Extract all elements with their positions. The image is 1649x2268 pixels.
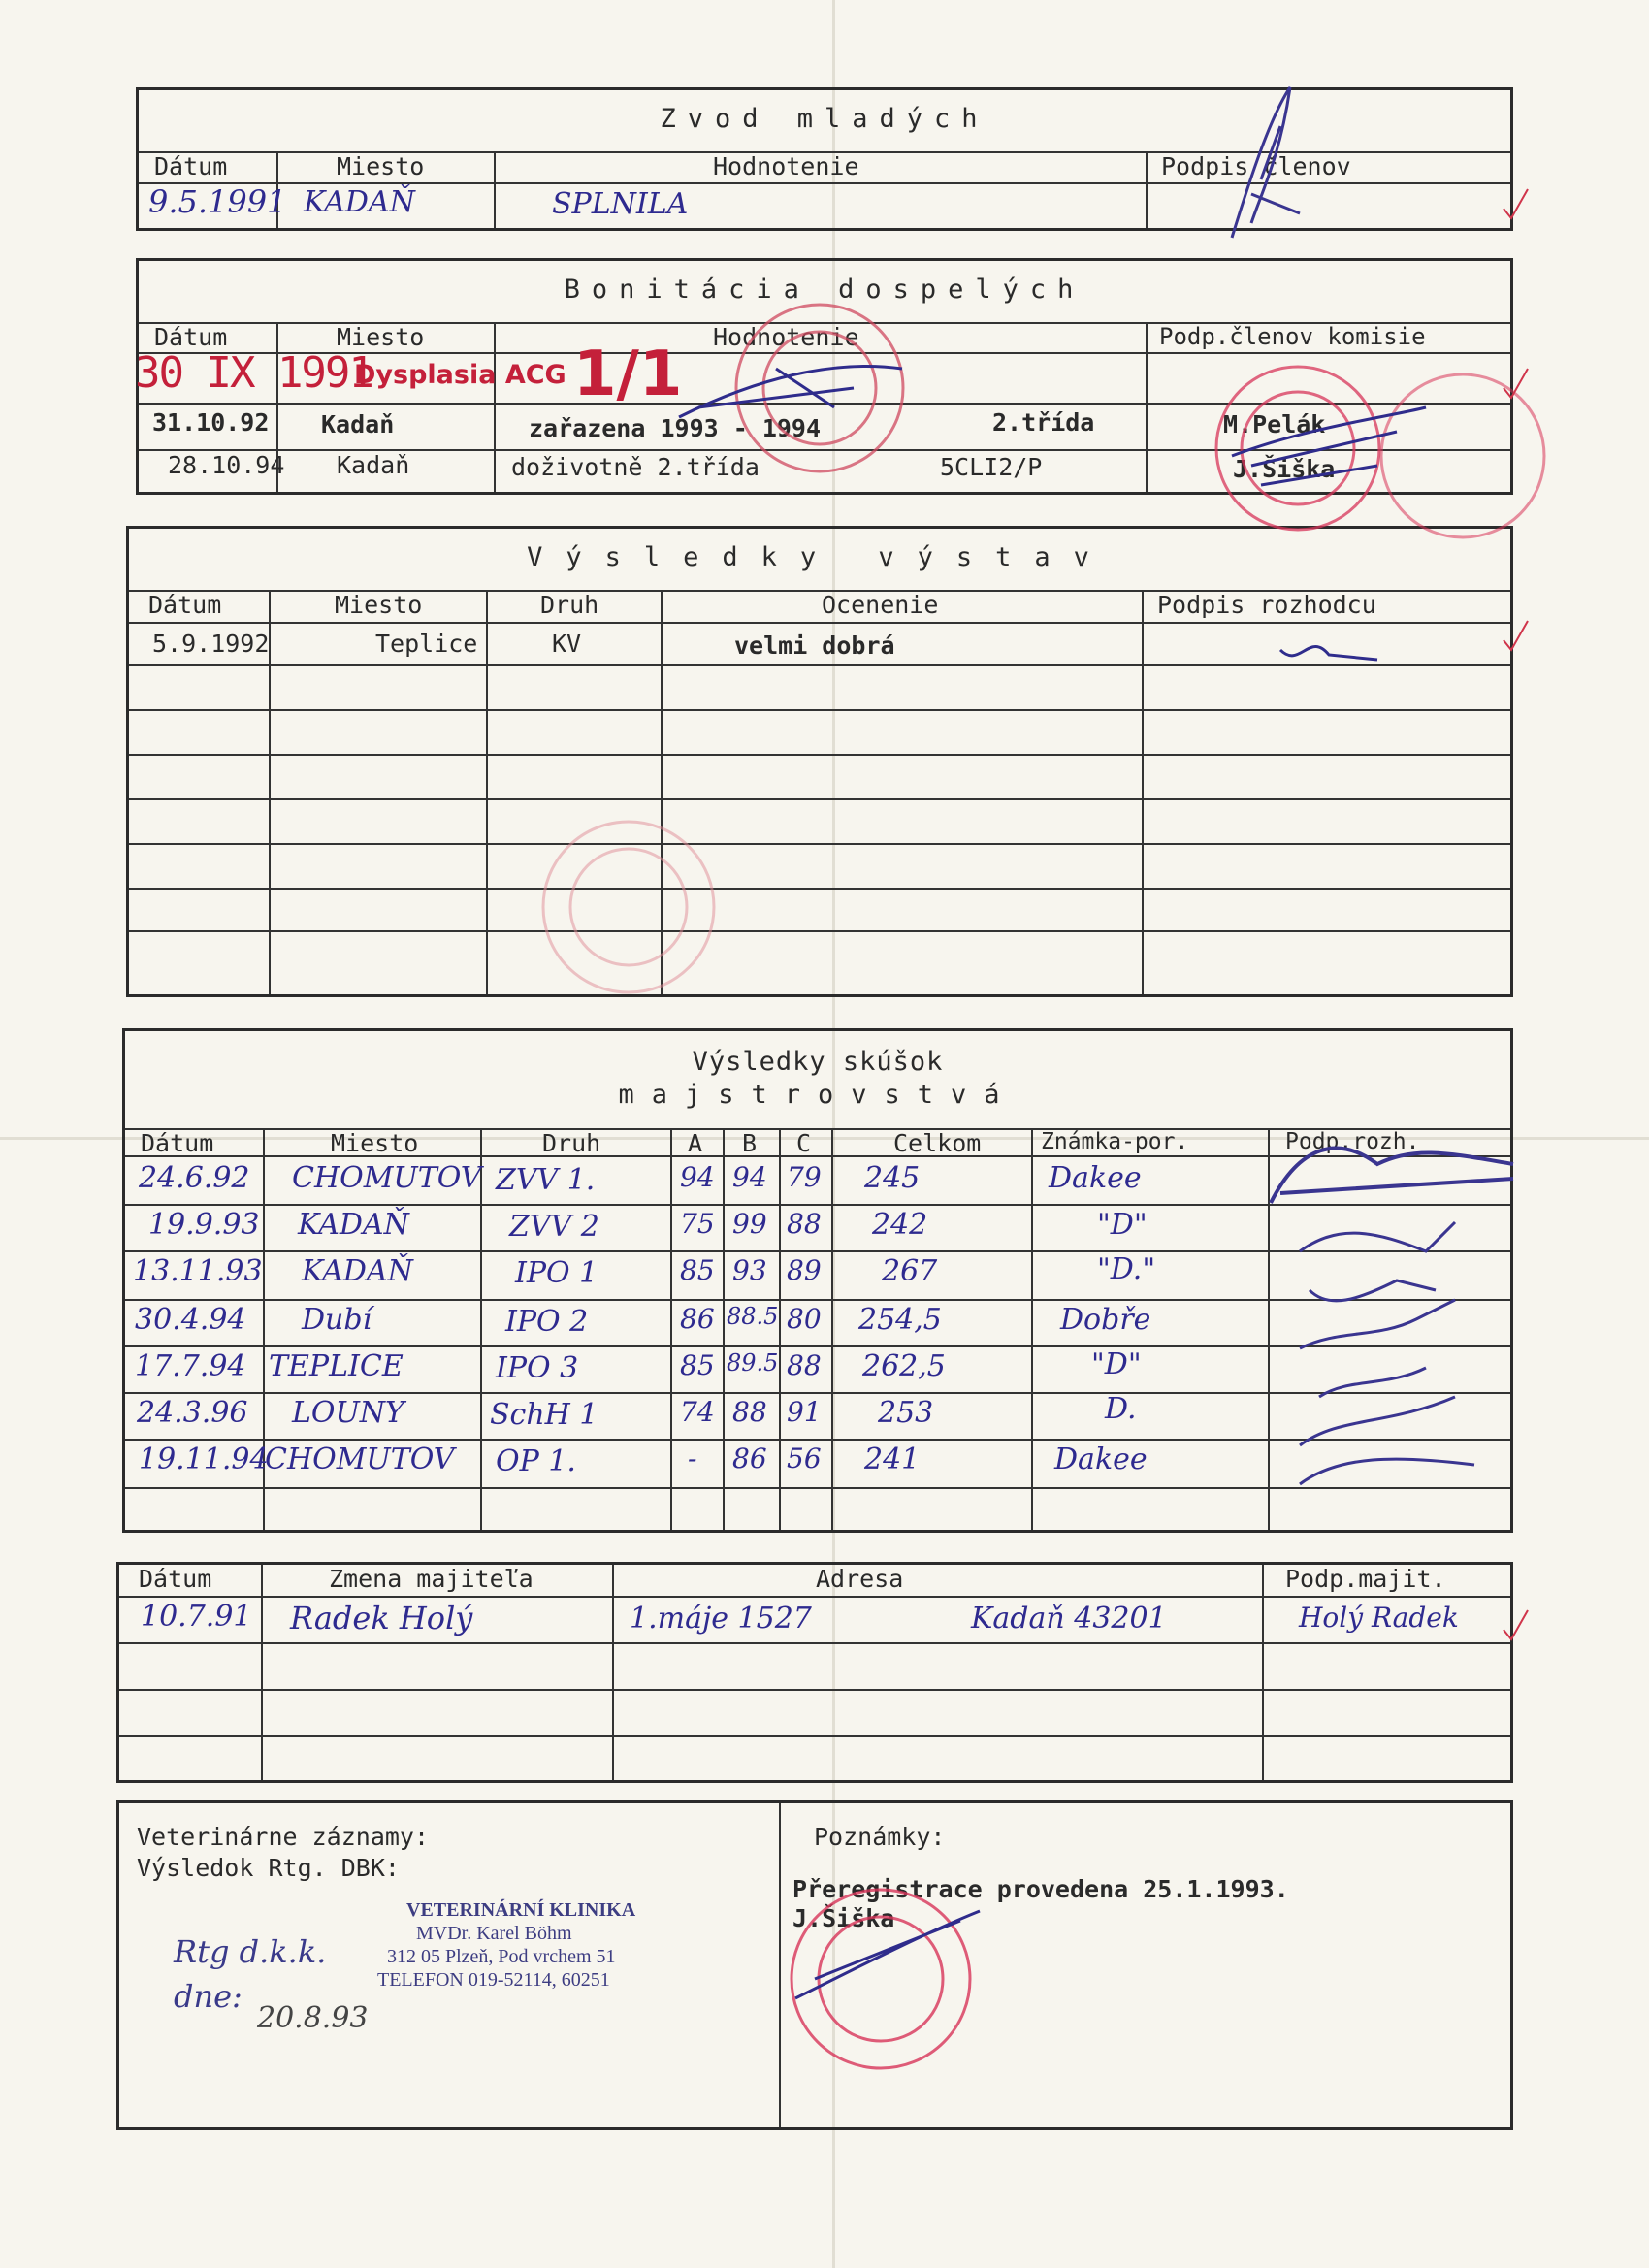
col-miesto: Miesto (337, 152, 425, 180)
bon-row2-miesto: Kadaň (337, 451, 410, 479)
col-datum: Dátum (148, 591, 222, 619)
poznamky-label: Poznámky: (814, 1823, 946, 1851)
zvod-hodnotenie: SPLNILA (552, 187, 689, 221)
section-subtitle: majstrovstvá (618, 1080, 1018, 1110)
stamp-date: 30 IX 1991 (135, 348, 372, 398)
section-title: Zvod mladých (660, 104, 989, 134)
col-hodnotenie: Hodnotenie (713, 152, 859, 180)
bon-row2-podpis: J.Šiška (1233, 455, 1336, 483)
rtg-hand: Rtg d.k.k. (174, 1933, 327, 1970)
majitel-adresa-mesto: Kadaň 43201 (971, 1602, 1167, 1636)
majitel-adresa-ulica: 1.máje 1527 (630, 1602, 812, 1636)
bon-row1-trieda: 2.třída (992, 408, 1095, 437)
col-adresa: Adresa (816, 1565, 904, 1593)
col-podpis: Podp.majit. (1285, 1565, 1446, 1593)
vystava-miesto: Teplice (375, 630, 478, 658)
col-a: A (688, 1129, 703, 1157)
col-druh: Druh (540, 591, 599, 619)
section-title: Výsledky skúšok (692, 1047, 944, 1077)
majitel-zmena: Radek Holý (290, 1600, 473, 1636)
col-miesto: Miesto (331, 1129, 419, 1157)
col-zmena: Zmena majiteľa (329, 1565, 534, 1593)
col-ocenenie: Ocenenie (822, 591, 939, 619)
majitel-podpis: Holý Radek (1299, 1602, 1459, 1634)
bon-row1-datum: 31.10.92 (152, 408, 270, 437)
zvod-mladych-section (136, 87, 1513, 231)
bottom-section (116, 1800, 1513, 2130)
zvod-miesto: KADAŇ (304, 185, 415, 219)
stamp-grade: 1/1 (573, 339, 683, 410)
vystava-ocenenie: velmi dobrá (734, 632, 895, 660)
bon-row1-hodnotenie: zařazena 1993 - 1994 (529, 414, 822, 442)
section-title: Výsledky výstav (527, 542, 1113, 572)
col-datum: Dátum (139, 1565, 212, 1593)
col-datum: Dátum (154, 323, 228, 351)
veterinary-stamp: VETERINÁRNÍ KLINIKA MVDr. Karel Böhm 312 05 Plzeň, Pod vrchem 51 TELEFON 019-52114, 60251 (377, 1899, 636, 1991)
bon-row2-trieda: 5CLI2/P (940, 453, 1043, 481)
col-hodnotenie: Hodnotenie (713, 323, 859, 351)
veterinarne-label: Veterinárne záznamy: (137, 1823, 430, 1851)
bon-row2-hodnotenie: doživotně 2.třída (511, 453, 760, 481)
bon-row1-podpis: M.Pelák (1223, 410, 1326, 438)
col-miesto: Miesto (337, 323, 425, 351)
col-znamka: Známka-por. (1041, 1129, 1189, 1154)
rtg-date-hand: 20.8.93 (257, 2001, 369, 2035)
col-druh: Druh (542, 1129, 601, 1157)
section-title: Bonitácia dospelých (564, 275, 1085, 305)
vystavy-section (126, 526, 1513, 997)
poznamky-podpis: J.Šiška (792, 1904, 895, 1932)
col-datum: Dátum (154, 152, 228, 180)
bonitacia-section (136, 258, 1513, 495)
col-podpis: Podpis členov (1161, 152, 1351, 180)
col-podpis: Podp.rozh. (1285, 1129, 1420, 1154)
zmena-majitela-section (116, 1562, 1513, 1783)
bon-row1-miesto: Kadaň (321, 410, 395, 438)
col-celkom: Celkom (893, 1129, 982, 1157)
col-c: C (796, 1129, 812, 1157)
stamp-dysplasia: Dysplasia ACG (354, 360, 566, 390)
vystava-druh: KV (552, 630, 582, 658)
col-podpis: Podpis rozhodcu (1157, 591, 1376, 619)
vysledok-label: Výsledok Rtg. DBK: (137, 1854, 400, 1882)
zvod-datum: 9.5.1991 (148, 183, 287, 220)
majitel-datum: 10.7.91 (141, 1600, 252, 1634)
col-datum: Dátum (141, 1129, 214, 1157)
vystava-datum: 5.9.1992 (152, 630, 270, 658)
col-b: B (742, 1129, 758, 1157)
bon-row2-datum: 28.10.94 (168, 451, 285, 479)
skusky-section: Výsledky skúšok majstrovstvá Dátum Miesto Druh A B C Celkom Známka-por. Podp.rozh. 24.6.92 CHOMUTOV ZVV 1. 94 94 79 245 Dakee 19.9.93 KADAŇ ZVV 2 75 99 88 242 "D" 13.11.93 KADAŇ IPO 1 85 93 89 267 "D." 30.4.94 Dubí IPO 2 86 88.5 80 254,5 Dobře 17.7.94 TEPLICE IPO 3 85 89.5 88 262,5 "D" 24.3.96 LOUNY SchH 1 74 88 91 253 D. 19.11.94 CHOMUTOV OP 1. - 86 56 241 Dakee (122, 1028, 1513, 1533)
dne-hand: dne: (174, 1978, 242, 2015)
col-miesto: Miesto (335, 591, 423, 619)
poznamky-text: Přeregistrace provedena 25.1.1993. (792, 1875, 1289, 1903)
col-podpis: Podp.členov komisie (1159, 323, 1426, 350)
